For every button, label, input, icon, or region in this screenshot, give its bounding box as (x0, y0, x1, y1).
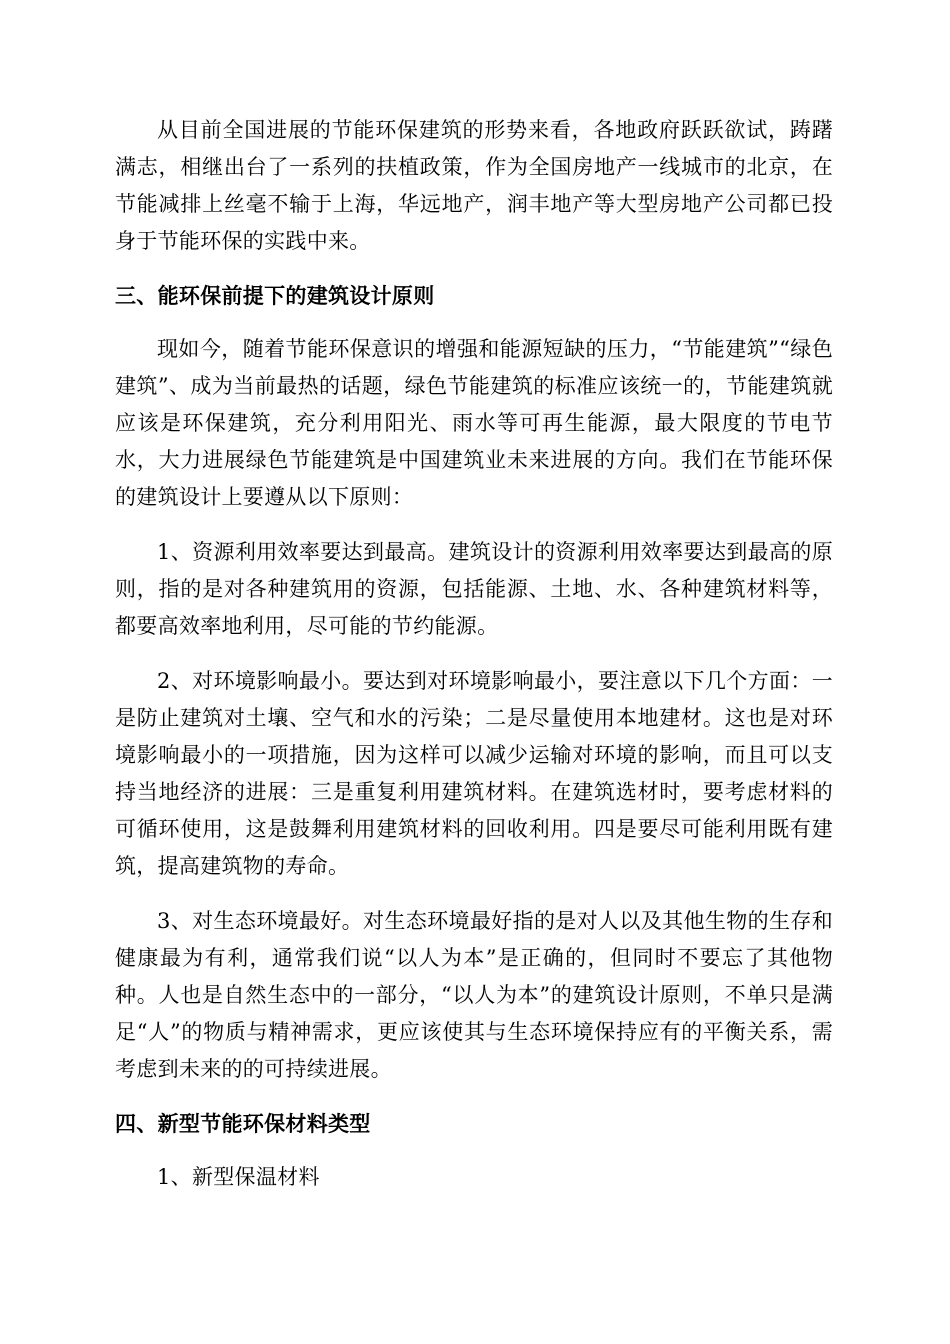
paragraph-principles-intro: 现如今，随着节能环保意识的增强和能源短缺的压力，“节能建筑”“绿色建筑”、成为当前最热的话题，绿色节能建筑的标准应该统一的，节能建筑就应该是环保建筑，充分利用阳光、雨水等可再生能源，最大限度的节电节水，大力进展绿色节能建筑是中国建筑业未来进展的方向。我们在节能环保的建筑设计上要遵从以下原则： (115, 337, 833, 509)
paragraph-intro: 从目前全国进展的节能环保建筑的形势来看，各地政府跃跃欲试，踌躇满志，相继出台了一系列的扶植政策，作为全国房地产一线城市的北京，在节能减排上丝毫不输于上海，华远地产，润丰地产等大型房地产公司都已投身于节能环保的实践中来。 (115, 118, 833, 253)
paragraph-principle-3: 3、对生态环境最好。对生态环境最好指的是对人以及其他生物的生存和健康最为有利，通常我们说“以人为本”是正确的，但同时不要忘了其他物种。人也是自然生态中的一部分，“以人为本”的建筑设计原则，不单只是满足“人”的物质与精神需求，更应该使其与生态环境保持应有的平衡关系，需考虑到未来的的可持续进展。 (115, 909, 833, 1081)
section-heading-3: 三、能环保前提下的建筑设计原则 (115, 284, 435, 308)
paragraph-material-1: 1、新型保温材料 (157, 1165, 320, 1189)
document-page (115, 112, 833, 1196)
paragraph-principle-2: 2、对环境影响最小。要达到对环境影响最小，要注意以下几个方面：一是防止建筑对土壤、空气和水的污染；二是尽量使用本地建材。这也是对环境影响最小的一项措施，因为这样可以减少运输对环境的影响，而且可以支持当地经济的进展：三是重复利用建筑材料。在建筑选材时，要考虑材料的可循环使用，这是鼓舞利用建筑材料的回收利用。四是要尽可能利用既有建筑，提高建筑物的寿命。 (115, 669, 833, 878)
section-heading-4: 四、新型节能环保材料类型 (115, 1112, 371, 1136)
paragraph-principle-1: 1、资源利用效率要达到最高。建筑设计的资源利用效率要达到最高的原则，指的是对各种建筑用的资源，包括能源、土地、水、各种建筑材料等，都要高效率地利用，尽可能的节约能源。 (115, 540, 833, 638)
